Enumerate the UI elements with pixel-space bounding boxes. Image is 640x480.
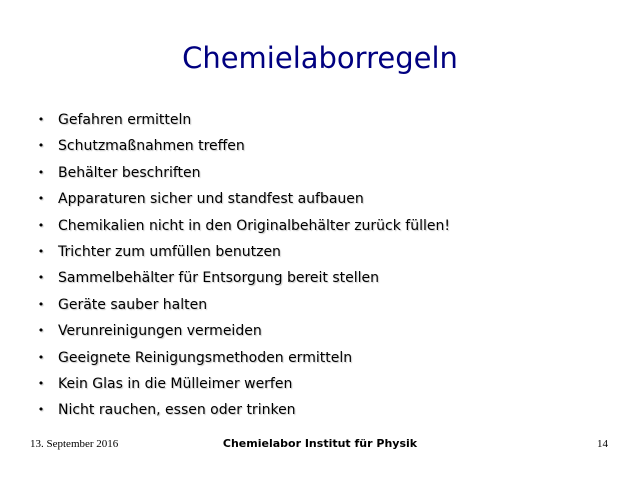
list-item — [0, 214, 640, 240]
list-item — [0, 108, 640, 134]
footer-date: 13. September 2016 — [30, 438, 119, 450]
list-item — [0, 293, 640, 319]
bullet-text: Geräte sauber halten — [58, 296, 208, 313]
bullet-icon: • — [37, 192, 45, 206]
bullet-icon: • — [37, 376, 45, 390]
bullet-text: Geeignete Reinigungsmethoden ermitteln — [58, 349, 353, 366]
list-item — [0, 161, 640, 187]
list-item — [0, 398, 640, 424]
page-number: 14 — [597, 438, 608, 450]
bullet-text: Nicht rauchen, essen oder trinken — [58, 402, 296, 419]
bullet-list — [0, 108, 640, 425]
bullet-icon: • — [37, 113, 45, 126]
list-item — [0, 187, 640, 213]
bullet-text: Chemikalien nicht in den Originalbehälter zurück füllen! — [58, 217, 450, 234]
bullet-text: Schutzmaßnahmen treffen — [58, 138, 245, 155]
bullet-text: Gefahren ermitteln — [58, 112, 192, 128]
bullet-icon: • — [37, 324, 45, 338]
bullet-icon: • — [37, 403, 45, 417]
bullet-icon: • — [37, 218, 45, 232]
bullet-icon: • — [37, 271, 45, 285]
list-item — [0, 372, 640, 398]
bullet-icon: • — [37, 350, 45, 364]
slide-title: Chemielaborregeln — [182, 41, 458, 75]
list-item — [0, 319, 640, 345]
list-item — [0, 240, 640, 266]
bullet-icon: • — [37, 139, 45, 153]
bullet-text: Apparaturen sicher und standfest aufbauen — [58, 191, 364, 208]
bullet-text: Kein Glas in die Mülleimer werfen — [58, 375, 293, 392]
bullet-text: Behälter beschriften — [58, 164, 201, 181]
bullet-icon: • — [37, 165, 45, 179]
list-item — [0, 266, 640, 292]
footer-title: Chemielabor Institut für Physik — [222, 437, 418, 450]
bullet-text: Verunreinigungen vermeiden — [58, 323, 262, 340]
bullet-icon: • — [37, 244, 45, 258]
bullet-icon: • — [37, 297, 45, 311]
list-item — [0, 134, 640, 160]
bullet-text: Sammelbehälter für Entsorgung bereit stellen — [58, 270, 380, 287]
bullet-text: Trichter zum umfüllen benutzen — [58, 243, 281, 260]
list-item — [0, 346, 640, 372]
